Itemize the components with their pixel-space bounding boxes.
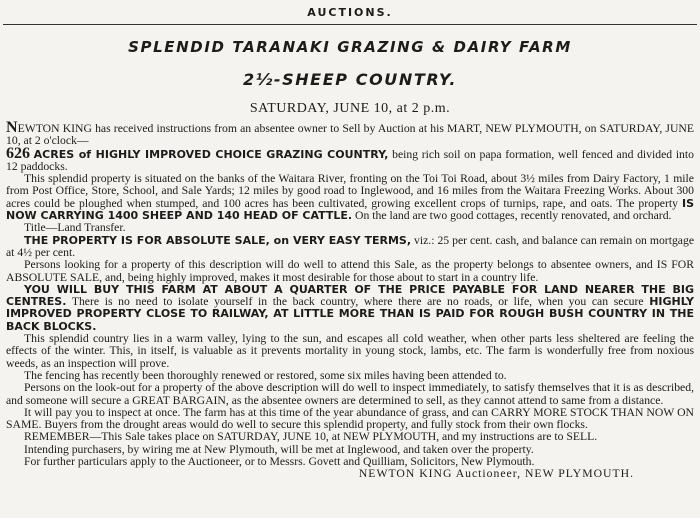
dateline: SATURDAY, JUNE 10, at 2 p.m.: [249, 101, 451, 116]
title-paragraph: Title—Land Transfer.: [24, 221, 126, 235]
acreage-figure: 626: [6, 144, 30, 162]
intending-paragraph: Intending purchasers, by wiring me at New Plymouth, will be met at Inglewood, and taken over the property.: [24, 442, 534, 456]
lookout-paragraph: Persons on the look-out for a property of the above description will do well to inspect immediately, to satisfy themselves that it is as described, and someone will secure a GREAT BARGAIN, as the absentee owners are determined to sell, as they cannot attend to same from a distance.: [6, 381, 694, 407]
remember-paragraph: REMEMBER—This Sale takes place on SATURDAY, JUNE 10, at NEW PLYMOUTH, and my instructions are to SELL.: [24, 430, 598, 444]
drop-initial: N: [6, 119, 18, 136]
location-paragraph: This splendid property is situated on the banks of the Waitara River, fronting on the Toi Toi Road, about 3½ miles from Dairy Factory, 1 mile from Post Office, Store, School, and Sale Yards; 12 miles by good road to Inglewood, and 16 miles from the Waitara Freezing Works. About 300 acres could be ploughed when stumped, and 100 acres has been cultivated, growing excellent crops of turnips, rape, and oats. The property IS NOW CARRYING 1400 SHEEP AND 140 HEAD OF CATTLE. On the land are two good cottages, recently renovated, and orchard.: [6, 172, 694, 223]
further-paragraph: For further particulars apply to the Auctioneer, or to Messrs. Govett and Quilliam, Solicitors, New Plymouth.: [24, 455, 535, 469]
persons-paragraph: Persons looking for a property of this description will do well to attend this Sale, as the property belongs to absentee owners, and IS FOR ABSOLUTE SALE, and, being highly improved, makes it most desirable for those about to start in a country life.: [6, 258, 694, 284]
terms-paragraph: THE PROPERTY IS FOR ABSOLUTE SALE, on VERY EASY TERMS, viz.: 25 per cent. cash, and balance can remain on mortgage at 4½ per cent.: [6, 233, 695, 259]
valley-paragraph: This splendid country lies in a warm valley, lying to the sun, and escapes all cold weather, when other parts less sheltered are feeling the effects of the winter. This, in itself, is valuable as it prevents mortality in young stock, lambs, etc. The farm is wonderfully free from noxious weeds, as an inspection will prove.: [6, 332, 694, 370]
section-title: AUCTIONS.: [307, 6, 393, 19]
subheadline: 2½-SHEEP COUNTRY.: [242, 70, 458, 89]
top-rule: [3, 24, 697, 25]
price-paragraph: YOU WILL BUY THIS FARM AT ABOUT A QUARTER OF THE PRICE PAYABLE FOR LAND NEARER THE BIG CENTRES. There is no need to isolate yourself in the back country, where there are no roads, or life, when you can secure HIGHLY IMPROVED PROPERTY CLOSE TO RAILWAY, AT LITTLE MORE THAN IS PAID FOR ROUGH BUSH COUNTRY IN THE BACK BLOCKS.: [6, 282, 695, 333]
fencing-paragraph: The fencing has recently been thoroughly renewed or restored, some six miles having been attended to.: [24, 368, 507, 382]
signature: NEWTON KING Auctioneer, NEW PLYMOUTH.: [358, 467, 634, 481]
inspect-paragraph: It will pay you to inspect at once. The farm has at this time of the year abundance of grass, and can CARRY MORE STOCK THAN NOW ON SAME. Buyers from the drought areas would do well to secure this splendid property, and fully stock from their own flocks.: [6, 405, 694, 432]
advertisement-body: [6, 119, 695, 481]
headline: SPLENDID TARANAKI GRAZING & DAIRY FARM: [128, 38, 572, 56]
intro-paragraph: NEWTON KING has received instructions from an absentee owner to Sell by Auction at his MART, NEW PLYMOUTH, on SATURDAY, JUNE 10, at 2 o'clock— 626 ACRES of HIGHLY IMPROVED CHOICE GRAZING COUNTRY, being rich soil on papa formation, well fenced and divided into 12 paddocks.: [6, 119, 694, 173]
